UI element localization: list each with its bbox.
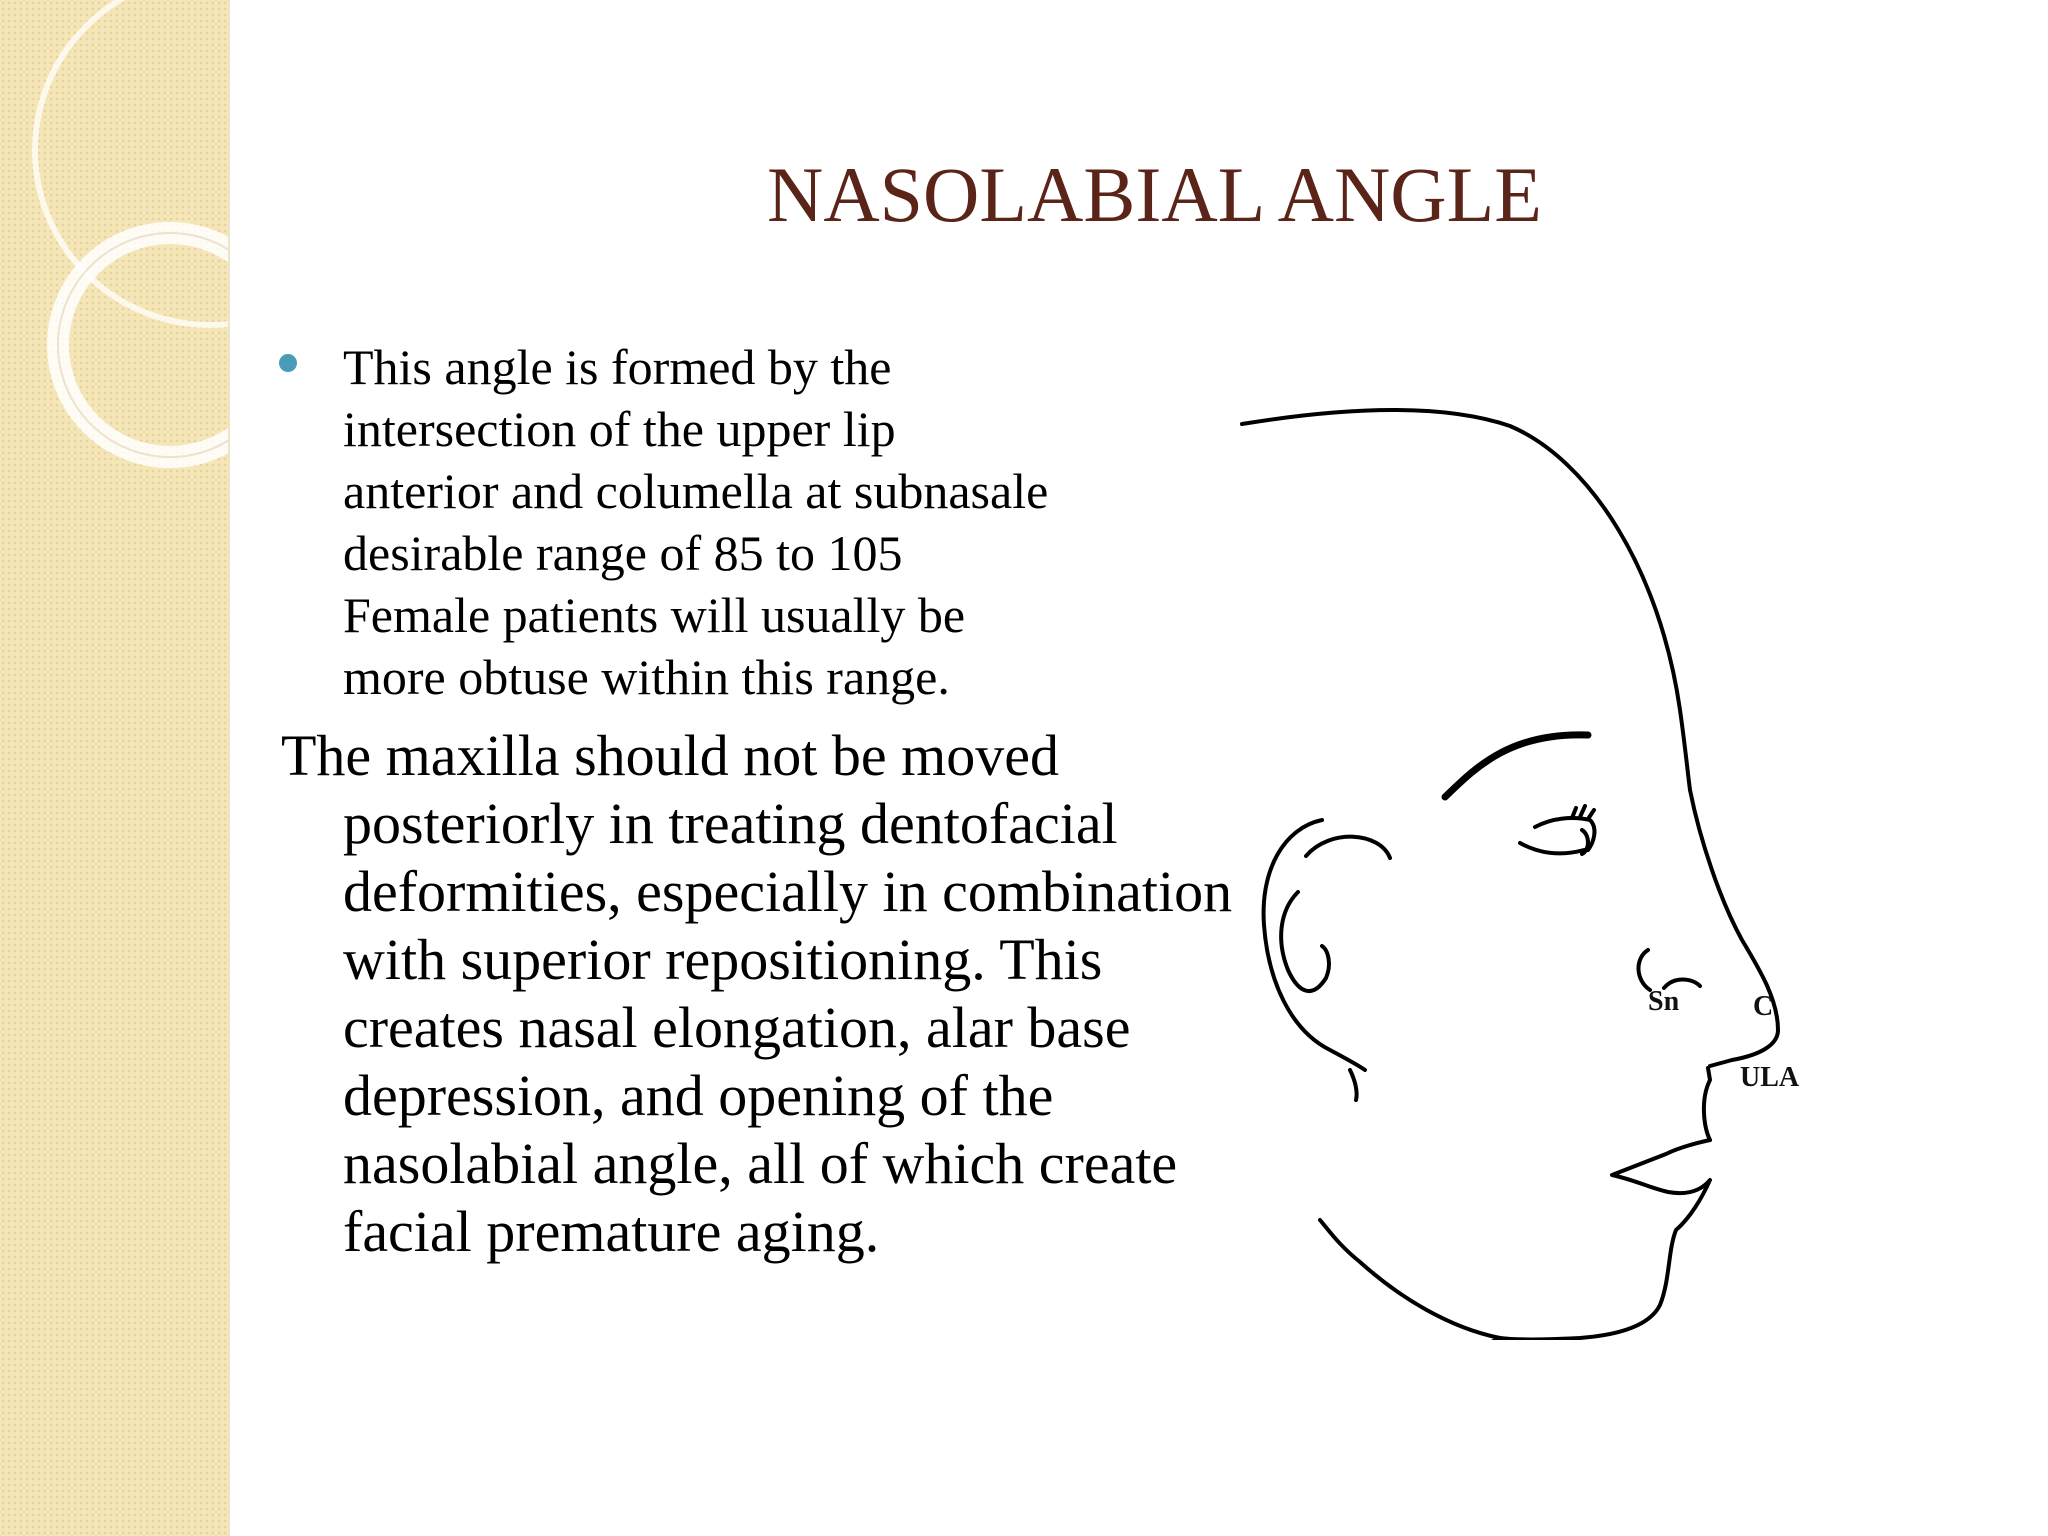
ear-outline [1264, 820, 1365, 1070]
face-profile-figure [1180, 380, 1900, 1340]
jaw-line [1320, 1220, 1500, 1338]
ear-inner [1306, 837, 1390, 858]
decorative-side-band [0, 0, 230, 1536]
lip-contour [1500, 1140, 1710, 1340]
slide-title: NASOLABIAL ANGLE [767, 151, 1542, 238]
ear-helix [1281, 892, 1329, 991]
head-outline [1242, 410, 1690, 790]
face-profile-drawing [1180, 380, 1900, 1340]
decorative-rings [0, 0, 228, 520]
body-paragraph: The maxilla should not be moved posteriorly in treating dentofacial deformities, especially in combination with superior repositioning. This creates nasal elongation, alar base depression, and opening of the nasolabial angle, all of which create facial premature aging. [281, 723, 1233, 1264]
brow-line [1445, 735, 1588, 797]
label-c: C [1753, 991, 1774, 1022]
nostril-curve [1638, 950, 1650, 990]
ear-lobe [1350, 1070, 1357, 1100]
nose-profile [1690, 790, 1778, 1066]
bullet-dot-icon [279, 354, 297, 372]
neck-line [1430, 1338, 1500, 1340]
bullet-item [281, 336, 1161, 708]
bullet-text: This angle is formed by the intersection of the upper lip anterior and columella at subnasale desirable range of 85 to 105 Female patients will usually be more obtuse within this range. [343, 339, 1049, 705]
upper-lip-line [1704, 1068, 1710, 1140]
label-sn: Sn [1648, 986, 1680, 1017]
eye-lower [1520, 843, 1584, 853]
label-ula: ULA [1740, 1062, 1800, 1093]
